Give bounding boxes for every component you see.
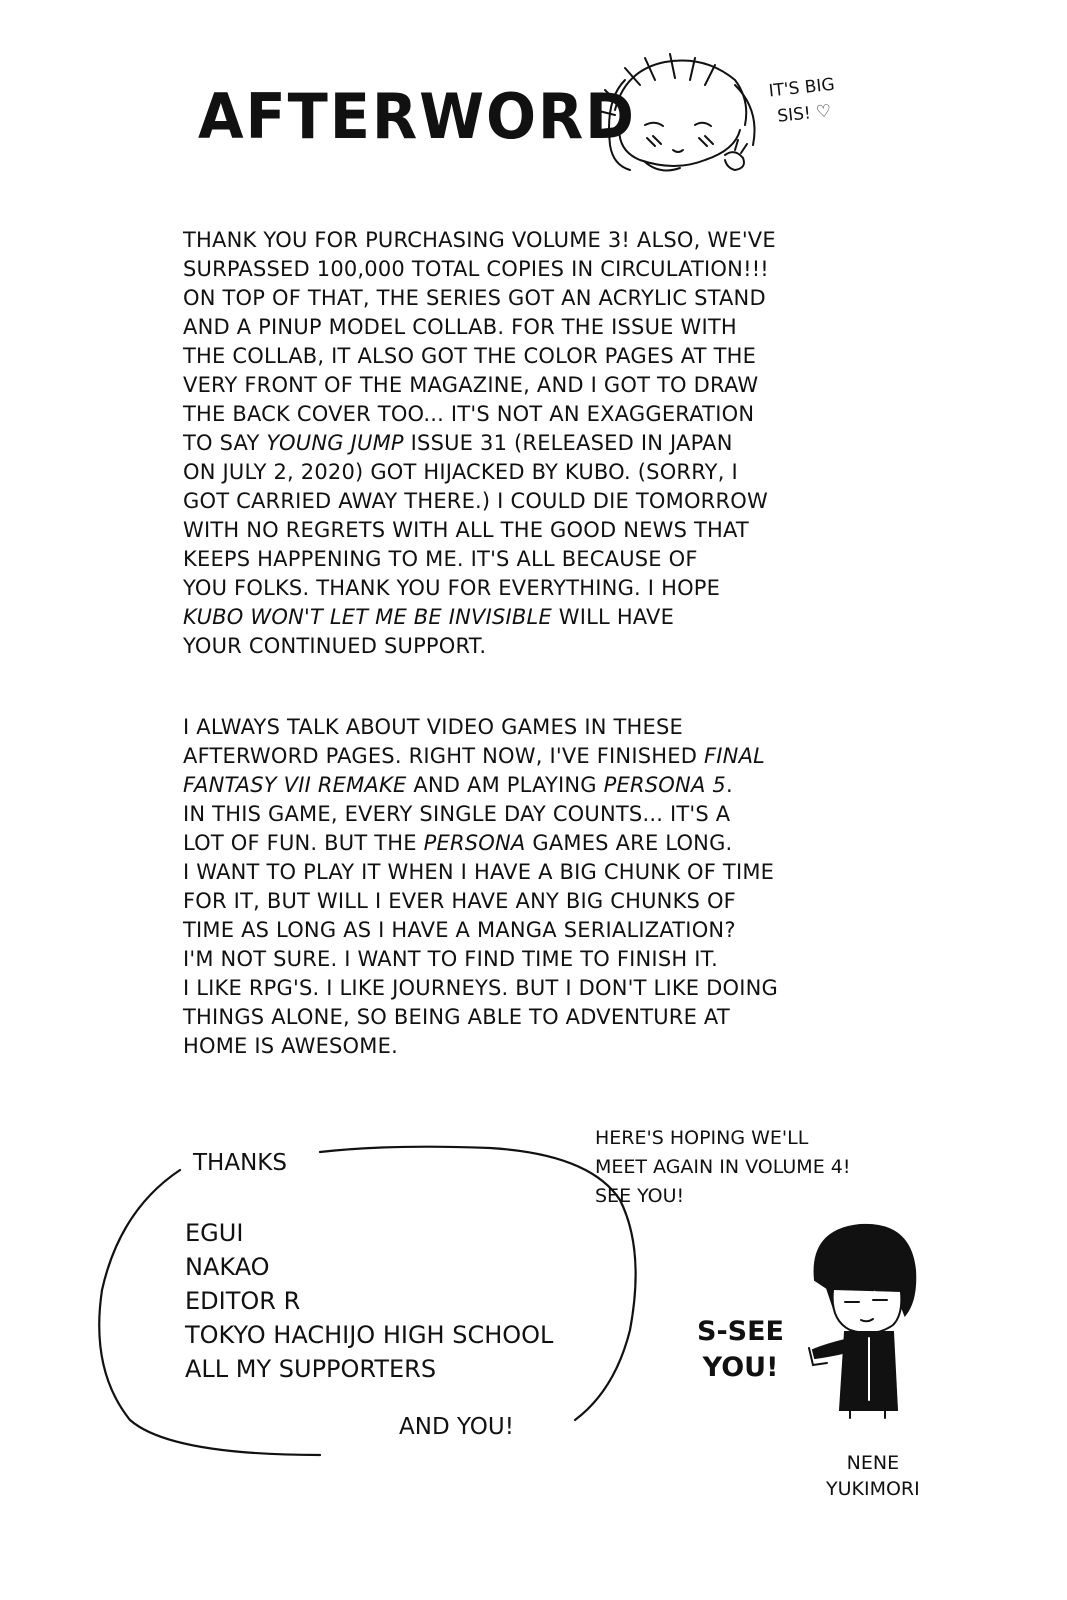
page-title: AFTERWORD xyxy=(198,80,636,153)
text-fragment: TO SAY xyxy=(183,431,267,455)
farewell-line: SEE YOU! xyxy=(595,1185,685,1207)
text-fragment: AFTERWORD PAGES. RIGHT NOW, I'VE FINISHED xyxy=(183,744,704,768)
text-fragment: AND AM PLAYING xyxy=(406,773,604,797)
text-fragment: LOT OF FUN. BUT THE xyxy=(183,831,424,855)
text-line: THINGS ALONE, SO BEING ABLE TO ADVENTURE AT xyxy=(183,1005,730,1029)
name-line: NENE xyxy=(846,1452,900,1474)
game-title: FINAL xyxy=(703,744,766,768)
list-item: NAKAO xyxy=(185,1253,270,1281)
text-line: HOME IS AWESOME. xyxy=(183,1034,398,1058)
text-line: TIME AS LONG AS I HAVE A MANGA SERIALIZATION? xyxy=(183,918,736,942)
big-sis-caption xyxy=(767,72,838,131)
game-title: PERSONA xyxy=(423,831,526,855)
thanks-list xyxy=(185,1216,553,1386)
text-line: ON TOP OF THAT, THE SERIES GOT AN ACRYLIC STAND xyxy=(183,286,766,310)
text-line xyxy=(183,603,776,632)
text-fragment: WILL HAVE xyxy=(551,605,675,629)
text-line: I LIKE RPG'S. I LIKE JOURNEYS. BUT I DON'T LIKE DOING xyxy=(183,976,779,1000)
speech-line: YOU! xyxy=(702,1352,779,1383)
list-item: EDITOR R xyxy=(185,1287,301,1315)
afterword-paragraph-2 xyxy=(183,713,778,1061)
text-line: I ALWAYS TALK ABOUT VIDEO GAMES IN THESE xyxy=(183,715,684,739)
text-line xyxy=(183,829,778,858)
game-title: PERSONA 5 xyxy=(603,773,726,797)
text-line: IN THIS GAME, EVERY SINGLE DAY COUNTS... IT'S A xyxy=(183,802,731,826)
big-sis-caption-line: SIS! ♡ xyxy=(776,101,833,127)
series-title: KUBO WON'T LET ME BE INVISIBLE xyxy=(183,605,552,629)
text-line: YOU FOLKS. THANK YOU FOR EVERYTHING. I HOPE xyxy=(183,576,721,600)
name-line: YUKIMORI xyxy=(826,1478,920,1500)
text-fragment: ISSUE 31 (RELEASED IN JAPAN xyxy=(403,431,733,455)
list-item: ALL MY SUPPORTERS xyxy=(185,1355,437,1383)
text-line: AND A PINUP MODEL COLLAB. FOR THE ISSUE WITH xyxy=(183,315,737,339)
text-line: I WANT TO PLAY IT WHEN I HAVE A BIG CHUNK OF TIME xyxy=(183,860,775,884)
text-line: VERY FRONT OF THE MAGAZINE, AND I GOT TO DRAW xyxy=(183,373,759,397)
text-line: WITH NO REGRETS WITH ALL THE GOOD NEWS THAT xyxy=(183,518,749,542)
text-line xyxy=(183,742,778,771)
farewell-line: HERE'S HOPING WE'LL xyxy=(595,1127,809,1149)
thanks-heading: THANKS xyxy=(193,1150,287,1176)
big-sis-caption-line: IT'S BIG xyxy=(767,74,836,102)
text-line xyxy=(183,771,778,800)
speech-line: S-SEE xyxy=(697,1316,784,1347)
text-line: THE COLLAB, IT ALSO GOT THE COLOR PAGES AT THE xyxy=(183,344,757,368)
farewell-line: MEET AGAIN IN VOLUME 4! xyxy=(595,1156,851,1178)
text-line: GOT CARRIED AWAY THERE.) I COULD DIE TOMORROW xyxy=(183,489,768,513)
afterword-paragraph-1 xyxy=(183,226,776,661)
nene-speech xyxy=(697,1314,784,1386)
text-line: YOUR CONTINUED SUPPORT. xyxy=(183,634,487,658)
character-name-label xyxy=(826,1450,920,1502)
text-line: ON JULY 2, 2020) GOT HIJACKED BY KUBO. (SORRY, I xyxy=(183,460,738,484)
big-sis-drawing xyxy=(585,50,765,180)
text-line: SURPASSED 100,000 TOTAL COPIES IN CIRCULATION!!! xyxy=(183,257,769,281)
text-line: THANK YOU FOR PURCHASING VOLUME 3! ALSO, WE'VE xyxy=(183,228,776,252)
game-title: FANTASY VII REMAKE xyxy=(183,773,407,797)
nene-yukimori-drawing xyxy=(805,1220,935,1420)
farewell-message xyxy=(595,1124,850,1211)
text-line: KEEPS HAPPENING TO ME. IT'S ALL BECAUSE OF xyxy=(183,547,698,571)
text-fragment: GAMES ARE LONG. xyxy=(525,831,733,855)
text-line: I'M NOT SURE. I WANT TO FIND TIME TO FINISH IT. xyxy=(183,947,719,971)
text-line xyxy=(183,429,776,458)
list-item: TOKYO HACHIJO HIGH SCHOOL xyxy=(185,1321,554,1349)
list-item: EGUI xyxy=(185,1219,244,1247)
text-line: THE BACK COVER TOO... IT'S NOT AN EXAGGERATION xyxy=(183,402,755,426)
magazine-title: YOUNG JUMP xyxy=(266,431,404,455)
text-fragment: . xyxy=(725,773,733,797)
thanks-closing: AND YOU! xyxy=(399,1414,514,1440)
text-line: FOR IT, BUT WILL I EVER HAVE ANY BIG CHUNKS OF xyxy=(183,889,736,913)
